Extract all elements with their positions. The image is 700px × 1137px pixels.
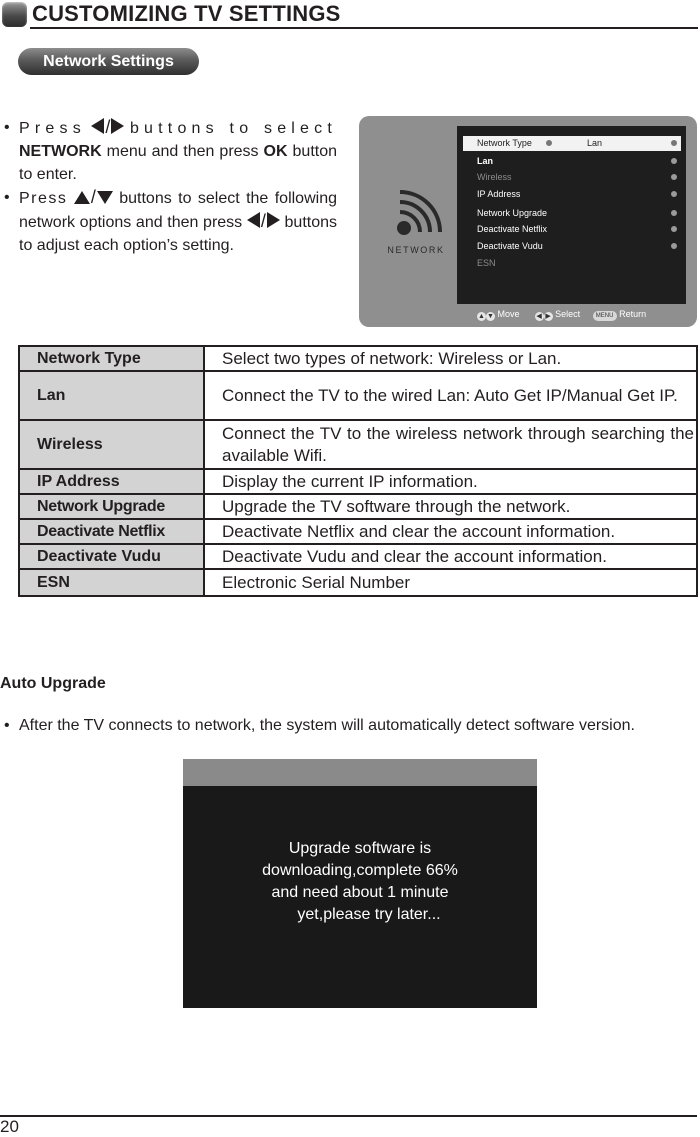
section-icon [2, 2, 27, 27]
right-arrow-icon [111, 118, 124, 134]
right-button-icon: ▶ [545, 313, 551, 320]
table-row [19, 569, 697, 596]
menu-item-ip-address[interactable]: IP Address [463, 187, 681, 202]
left-button-icon: ◀ [536, 313, 542, 320]
down-button-icon: ▼ [487, 313, 494, 320]
bullet: • [4, 189, 10, 206]
tv-upgrade-screenshot [183, 759, 537, 1008]
menu-item-esn[interactable]: ESN [477, 258, 496, 268]
page-title: CUSTOMIZING TV SETTINGS [32, 1, 341, 26]
option-arrow-icon [671, 210, 677, 216]
instructions [4, 116, 337, 257]
instruction-item-2: • Press / buttons to select the following network options and then press / buttons to adjust each option’s setting. [4, 187, 337, 254]
row-value: Electronic Serial Number [204, 569, 697, 596]
row-key: Network Type [19, 346, 204, 371]
footer-rule [0, 1115, 697, 1117]
instruction-item-1: • Press / buttons to select NETWORK menu and then press OK button to enter. [4, 117, 337, 183]
row-value: Select two types of network: Wireless or Lan. [204, 346, 697, 371]
network-settings-table [18, 345, 698, 597]
row-key: ESN [19, 569, 204, 596]
option-arrow-icon [546, 140, 552, 146]
bullet: • [4, 717, 10, 734]
option-arrow-icon [671, 140, 677, 146]
menu-item-lan[interactable]: Lan [463, 154, 681, 169]
section-pill: Network Settings [18, 48, 199, 75]
row-key: IP Address [19, 469, 204, 494]
row-value: Deactivate Netflix and clear the account information. [204, 519, 697, 544]
tv-network-menu-screenshot [359, 116, 697, 327]
network-type-value: Lan [587, 138, 603, 148]
table-row [19, 469, 697, 494]
up-arrow-icon [74, 191, 90, 204]
table-row [19, 346, 697, 371]
table-row [19, 544, 697, 569]
bullet: • [4, 119, 10, 136]
left-arrow-icon [91, 118, 104, 134]
auto-upgrade-text [4, 715, 696, 737]
page-number: 20 [0, 1117, 19, 1136]
row-key: Wireless [19, 420, 204, 469]
upgrade-message: Upgrade software is downloading,complete 66% and need about 1 minute yet,please try later... [262, 840, 458, 923]
table-row [19, 519, 697, 544]
network-icon-label: NETWORK [387, 245, 445, 255]
network-wifi-icon [386, 188, 446, 244]
network-menu-panel [457, 126, 686, 304]
option-arrow-icon [671, 174, 677, 180]
row-value: Deactivate Vudu and clear the account information. [204, 544, 697, 569]
row-key: Network Upgrade [19, 494, 204, 519]
tv-menu-footer: ▲ ▼ Move ◀ ▶ Select MENU Return [478, 309, 647, 320]
auto-upgrade-heading: Auto Upgrade [0, 675, 106, 692]
menu-item-deactivate-netflix[interactable]: Deactivate Netflix [463, 222, 681, 237]
tv-top-bar [183, 759, 537, 786]
left-arrow-icon [247, 212, 260, 228]
menu-item-network-type[interactable]: Network Type Lan [463, 136, 681, 151]
row-key: Lan [19, 371, 204, 420]
row-value: Connect the TV to the wired Lan: Auto Get IP/Manual Get IP. [204, 371, 697, 420]
option-arrow-icon [671, 191, 677, 197]
table-row [19, 371, 697, 420]
menu-item-network-upgrade[interactable]: Network Upgrade [463, 206, 681, 221]
right-arrow-icon [267, 212, 280, 228]
row-value: Connect the TV to the wireless network through searching the available Wifi. [204, 420, 697, 469]
row-key: Deactivate Vudu [19, 544, 204, 569]
menu-item-wireless[interactable]: Wireless [463, 170, 681, 185]
option-arrow-icon [671, 226, 677, 232]
menu-button-icon: MENU [593, 311, 617, 321]
option-arrow-icon [671, 158, 677, 164]
row-key: Deactivate Netflix [19, 519, 204, 544]
menu-item-deactivate-vudu[interactable]: Deactivate Vudu [463, 239, 681, 254]
header-rule [30, 27, 698, 29]
table-row [19, 420, 697, 469]
row-value: Upgrade the TV software through the network. [204, 494, 697, 519]
option-arrow-icon [671, 243, 677, 249]
down-arrow-icon [97, 191, 113, 204]
row-value: Display the current IP information. [204, 469, 697, 494]
table-row [19, 494, 697, 519]
up-button-icon: ▲ [478, 313, 485, 320]
auto-upgrade-item: • After the TV connects to network, the system will automatically detect software version. [4, 715, 696, 737]
